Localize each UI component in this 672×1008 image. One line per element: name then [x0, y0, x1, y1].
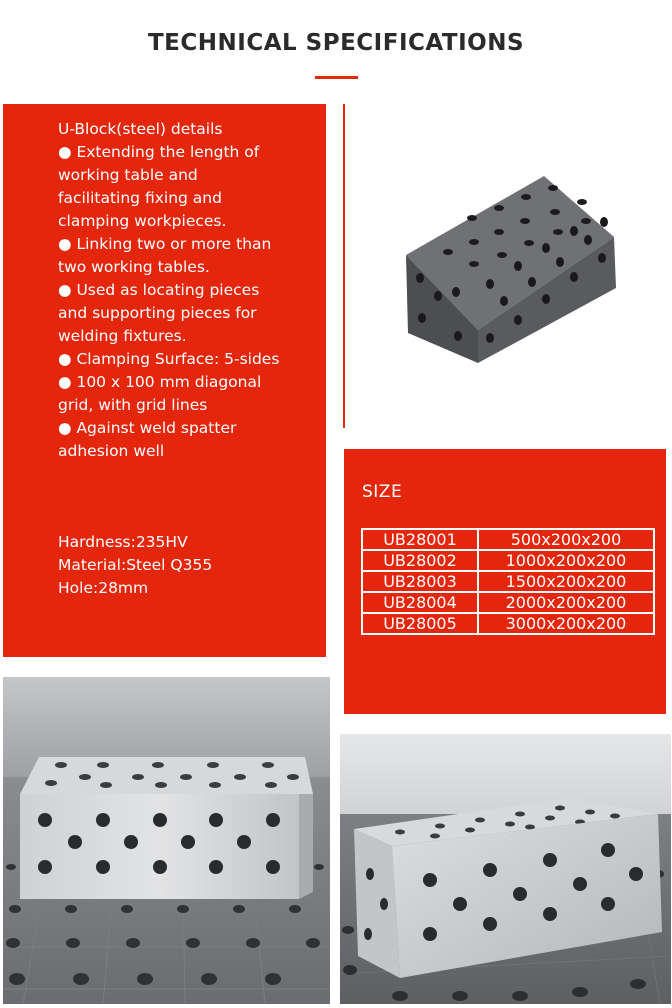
dimensions-cell: 1000x200x200	[478, 550, 654, 571]
details-line: ● Clamping Surface: 5-sides	[58, 350, 280, 368]
table-row	[362, 529, 654, 550]
details-text	[58, 118, 308, 600]
title-underline	[315, 76, 358, 79]
details-heading: U-Block(steel) details	[58, 120, 223, 138]
details-line: welding fixtures.	[58, 327, 187, 345]
details-line: ● Linking two or more than	[58, 235, 272, 253]
model-code-cell: UB28003	[362, 571, 478, 592]
details-line: ● Extending the length of	[58, 143, 260, 161]
details-line: and supporting pieces for	[58, 304, 257, 322]
divider-line	[343, 104, 345, 428]
dimensions-cell: 1500x200x200	[478, 571, 654, 592]
table-row	[362, 571, 654, 592]
details-line: facilitating fixing and	[58, 189, 222, 207]
details-line: working table and	[58, 166, 198, 184]
table-row	[362, 613, 654, 634]
u-block-photo-angled	[340, 734, 671, 1004]
model-code-cell: UB28001	[362, 529, 478, 550]
hardness-spec: Hardness:235HV	[58, 533, 188, 551]
details-line: adhesion well	[58, 442, 165, 460]
dimensions-cell: 2000x200x200	[478, 592, 654, 613]
u-block-render-image	[392, 160, 632, 380]
model-code-cell: UB28004	[362, 592, 478, 613]
details-line: ● 100 x 100 mm diagonal	[58, 373, 262, 391]
details-line: ● Used as locating pieces	[58, 281, 260, 299]
table-row	[362, 592, 654, 613]
page-title: TECHNICAL SPECIFICATIONS	[147, 30, 525, 56]
table-row	[362, 550, 654, 571]
details-line: ● Against weld spatter	[58, 419, 237, 437]
u-block-photo-front	[3, 677, 330, 1004]
dimensions-cell: 3000x200x200	[478, 613, 654, 634]
details-line: two working tables.	[58, 258, 210, 276]
details-line: grid, with grid lines	[58, 396, 208, 414]
hole-spec: Hole:28mm	[58, 579, 149, 597]
model-code-cell: UB28002	[362, 550, 478, 571]
size-label: SIZE	[362, 482, 403, 502]
size-table	[361, 528, 655, 635]
model-code-cell: UB28005	[362, 613, 478, 634]
dimensions-cell: 500x200x200	[478, 529, 654, 550]
material-spec: Material:Steel Q355	[58, 556, 213, 574]
details-line: clamping workpieces.	[58, 212, 227, 230]
